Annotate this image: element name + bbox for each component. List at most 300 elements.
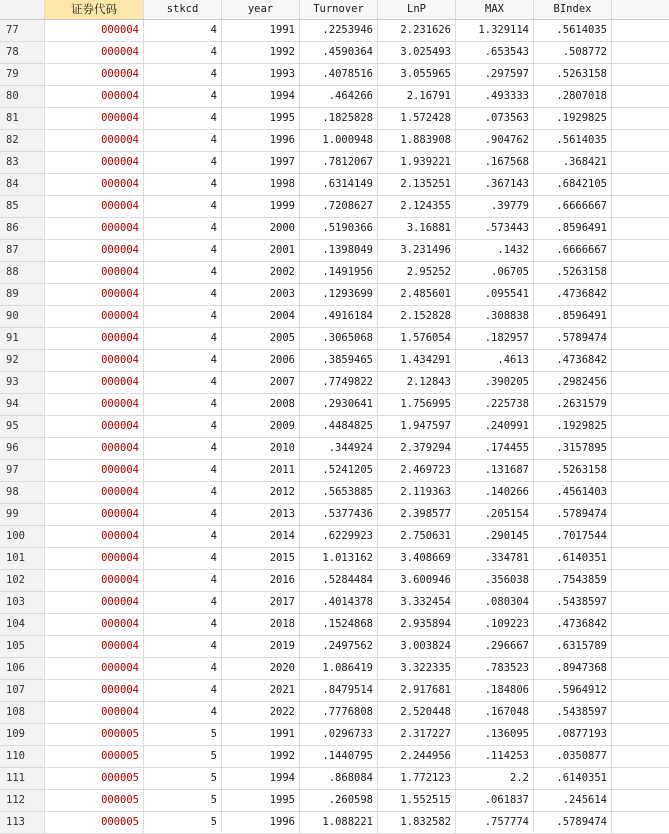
cell-max[interactable]: .095541 [456,284,534,305]
cell-stkcd[interactable]: 4 [144,306,222,327]
cell-year[interactable]: 2006 [222,350,300,371]
cell-year[interactable]: 2016 [222,570,300,591]
cell-stkcd[interactable]: 5 [144,812,222,833]
cell-lnp[interactable]: 3.332454 [378,592,456,613]
cell-bindex[interactable]: .5438597 [534,592,612,613]
cell-max[interactable]: .073563 [456,108,534,129]
cell-turnover[interactable]: .464266 [300,86,378,107]
cell-bindex[interactable]: .6842105 [534,174,612,195]
cell-max[interactable]: .136095 [456,724,534,745]
cell-lnp[interactable]: 2.119363 [378,482,456,503]
cell-max[interactable]: .174455 [456,438,534,459]
cell-stkcd[interactable]: 4 [144,636,222,657]
cell-year[interactable]: 2000 [222,218,300,239]
cell-year[interactable]: 1996 [222,812,300,833]
column-header-securities-code[interactable]: 证券代码 [45,0,144,19]
cell-securities-code[interactable]: 000004 [45,174,144,195]
cell-securities-code[interactable]: 000004 [45,680,144,701]
cell-securities-code[interactable]: 000004 [45,394,144,415]
cell-bindex[interactable]: .2982456 [534,372,612,393]
cell-bindex[interactable]: .2631579 [534,394,612,415]
cell-turnover[interactable]: .2930641 [300,394,378,415]
cell-lnp[interactable]: 3.600946 [378,570,456,591]
cell-stkcd[interactable]: 4 [144,438,222,459]
cell-max[interactable]: 1.329114 [456,20,534,41]
cell-lnp[interactable]: 1.832582 [378,812,456,833]
table-row[interactable] [0,768,669,790]
cell-turnover[interactable]: .5284484 [300,570,378,591]
cell-bindex[interactable]: .6140351 [534,548,612,569]
cell-lnp[interactable]: 2.398577 [378,504,456,525]
cell-securities-code[interactable]: 000004 [45,416,144,437]
cell-max[interactable]: .39779 [456,196,534,217]
cell-year[interactable]: 1992 [222,746,300,767]
cell-stkcd[interactable]: 4 [144,218,222,239]
cell-securities-code[interactable]: 000004 [45,482,144,503]
cell-stkcd[interactable]: 4 [144,20,222,41]
cell-securities-code[interactable]: 000004 [45,42,144,63]
cell-turnover[interactable]: 1.013162 [300,548,378,569]
cell-lnp[interactable]: 1.939221 [378,152,456,173]
cell-securities-code[interactable]: 000004 [45,240,144,261]
cell-bindex[interactable]: .6140351 [534,768,612,789]
cell-bindex[interactable]: .245614 [534,790,612,811]
cell-year[interactable]: 1991 [222,20,300,41]
table-row[interactable] [0,240,669,262]
cell-bindex[interactable]: .8947368 [534,658,612,679]
cell-securities-code[interactable]: 000004 [45,570,144,591]
cell-securities-code[interactable]: 000004 [45,130,144,151]
cell-lnp[interactable]: 3.408669 [378,548,456,569]
cell-securities-code[interactable]: 000005 [45,812,144,833]
cell-year[interactable]: 1995 [222,790,300,811]
cell-securities-code[interactable]: 000004 [45,262,144,283]
cell-year[interactable]: 2003 [222,284,300,305]
cell-bindex[interactable]: .6666667 [534,240,612,261]
cell-securities-code[interactable]: 000005 [45,768,144,789]
cell-stkcd[interactable]: 4 [144,328,222,349]
table-row[interactable] [0,526,669,548]
cell-stkcd[interactable]: 5 [144,746,222,767]
cell-turnover[interactable]: 1.000948 [300,130,378,151]
cell-turnover[interactable]: .7776808 [300,702,378,723]
cell-year[interactable]: 2022 [222,702,300,723]
cell-max[interactable]: .356038 [456,570,534,591]
cell-securities-code[interactable]: 000004 [45,702,144,723]
cell-bindex[interactable]: .5614035 [534,20,612,41]
table-row[interactable] [0,790,669,812]
cell-bindex[interactable]: .3157895 [534,438,612,459]
cell-year[interactable]: 2012 [222,482,300,503]
cell-bindex[interactable]: .5263158 [534,262,612,283]
cell-stkcd[interactable]: 4 [144,416,222,437]
cell-max[interactable]: .080304 [456,592,534,613]
cell-year[interactable]: 1996 [222,130,300,151]
cell-turnover[interactable]: 1.088221 [300,812,378,833]
cell-turnover[interactable]: .7749822 [300,372,378,393]
cell-lnp[interactable]: 2.231626 [378,20,456,41]
cell-bindex[interactable]: .368421 [534,152,612,173]
cell-turnover[interactable]: .5190366 [300,218,378,239]
cell-year[interactable]: 2013 [222,504,300,525]
cell-stkcd[interactable]: 4 [144,680,222,701]
table-row[interactable] [0,592,669,614]
cell-max[interactable]: .167568 [456,152,534,173]
cell-turnover[interactable]: .4916184 [300,306,378,327]
table-row[interactable] [0,108,669,130]
cell-year[interactable]: 2001 [222,240,300,261]
column-header-bindex[interactable]: BIndex [534,0,612,19]
cell-stkcd[interactable]: 4 [144,504,222,525]
cell-max[interactable]: .334781 [456,548,534,569]
cell-stkcd[interactable]: 4 [144,702,222,723]
cell-bindex[interactable]: .4736842 [534,284,612,305]
table-row[interactable] [0,174,669,196]
cell-max[interactable]: .573443 [456,218,534,239]
cell-bindex[interactable]: .4561403 [534,482,612,503]
cell-securities-code[interactable]: 000005 [45,790,144,811]
cell-bindex[interactable]: .5263158 [534,460,612,481]
cell-lnp[interactable]: 3.003824 [378,636,456,657]
cell-max[interactable]: .296667 [456,636,534,657]
cell-securities-code[interactable]: 000004 [45,64,144,85]
table-row[interactable] [0,20,669,42]
table-row[interactable] [0,218,669,240]
cell-bindex[interactable]: .6666667 [534,196,612,217]
cell-stkcd[interactable]: 4 [144,108,222,129]
cell-bindex[interactable]: .4736842 [534,350,612,371]
cell-lnp[interactable]: 2.379294 [378,438,456,459]
cell-lnp[interactable]: 2.917681 [378,680,456,701]
cell-turnover[interactable]: .8479514 [300,680,378,701]
cell-stkcd[interactable]: 4 [144,350,222,371]
cell-year[interactable]: 2010 [222,438,300,459]
cell-bindex[interactable]: .5789474 [534,812,612,833]
cell-securities-code[interactable]: 000004 [45,218,144,239]
cell-lnp[interactable]: 1.434291 [378,350,456,371]
cell-year[interactable]: 2020 [222,658,300,679]
table-row[interactable] [0,680,669,702]
cell-turnover[interactable]: .1398049 [300,240,378,261]
table-row[interactable] [0,548,669,570]
cell-securities-code[interactable]: 000004 [45,614,144,635]
cell-turnover[interactable]: .7208627 [300,196,378,217]
cell-max[interactable]: .205154 [456,504,534,525]
cell-lnp[interactable]: 2.16791 [378,86,456,107]
table-row[interactable] [0,130,669,152]
cell-bindex[interactable]: .508772 [534,42,612,63]
cell-turnover[interactable]: .1440795 [300,746,378,767]
cell-securities-code[interactable]: 000004 [45,306,144,327]
cell-lnp[interactable]: 2.935894 [378,614,456,635]
cell-max[interactable]: .240991 [456,416,534,437]
cell-turnover[interactable]: .3859465 [300,350,378,371]
cell-bindex[interactable]: .5789474 [534,328,612,349]
cell-stkcd[interactable]: 4 [144,460,222,481]
cell-year[interactable]: 1998 [222,174,300,195]
cell-year[interactable]: 1993 [222,64,300,85]
cell-lnp[interactable]: 3.231496 [378,240,456,261]
cell-securities-code[interactable]: 000004 [45,20,144,41]
table-row[interactable] [0,812,669,834]
cell-stkcd[interactable]: 4 [144,284,222,305]
cell-turnover[interactable]: .1293699 [300,284,378,305]
cell-year[interactable]: 1994 [222,768,300,789]
cell-bindex[interactable]: .0877193 [534,724,612,745]
table-row[interactable] [0,504,669,526]
cell-turnover[interactable]: 1.086419 [300,658,378,679]
cell-year[interactable]: 2007 [222,372,300,393]
cell-year[interactable]: 2019 [222,636,300,657]
table-row[interactable] [0,746,669,768]
cell-turnover[interactable]: .4078516 [300,64,378,85]
cell-year[interactable]: 1992 [222,42,300,63]
table-row[interactable] [0,196,669,218]
cell-securities-code[interactable]: 000004 [45,504,144,525]
cell-stkcd[interactable]: 4 [144,592,222,613]
table-row[interactable] [0,438,669,460]
cell-securities-code[interactable]: 000004 [45,152,144,173]
cell-stkcd[interactable]: 4 [144,658,222,679]
table-row[interactable] [0,416,669,438]
cell-securities-code[interactable]: 000004 [45,328,144,349]
cell-max[interactable]: .367143 [456,174,534,195]
cell-max[interactable]: .114253 [456,746,534,767]
table-row[interactable] [0,152,669,174]
cell-lnp[interactable]: 2.135251 [378,174,456,195]
cell-max[interactable]: .109223 [456,614,534,635]
cell-stkcd[interactable]: 4 [144,262,222,283]
cell-max[interactable]: .297597 [456,64,534,85]
table-row[interactable] [0,614,669,636]
cell-max[interactable]: .904762 [456,130,534,151]
table-row[interactable] [0,636,669,658]
cell-bindex[interactable]: .5263158 [534,64,612,85]
cell-bindex[interactable]: .7543859 [534,570,612,591]
cell-turnover[interactable]: .4014378 [300,592,378,613]
cell-stkcd[interactable]: 5 [144,768,222,789]
cell-stkcd[interactable]: 4 [144,174,222,195]
cell-max[interactable]: .140266 [456,482,534,503]
table-row[interactable] [0,570,669,592]
cell-securities-code[interactable]: 000004 [45,438,144,459]
cell-stkcd[interactable]: 4 [144,130,222,151]
table-row[interactable] [0,460,669,482]
table-row[interactable] [0,284,669,306]
cell-max[interactable]: 2.2 [456,768,534,789]
cell-max[interactable]: .757774 [456,812,534,833]
column-header-year[interactable]: year [222,0,300,19]
cell-lnp[interactable]: 2.244956 [378,746,456,767]
cell-year[interactable]: 2002 [222,262,300,283]
cell-lnp[interactable]: 1.576054 [378,328,456,349]
cell-securities-code[interactable]: 000004 [45,350,144,371]
table-row[interactable] [0,724,669,746]
cell-securities-code[interactable]: 000004 [45,372,144,393]
cell-bindex[interactable]: .7017544 [534,526,612,547]
cell-max[interactable]: .390205 [456,372,534,393]
cell-turnover[interactable]: .1825828 [300,108,378,129]
cell-stkcd[interactable]: 4 [144,196,222,217]
cell-securities-code[interactable]: 000004 [45,86,144,107]
cell-lnp[interactable]: 2.520448 [378,702,456,723]
cell-stkcd[interactable]: 4 [144,42,222,63]
cell-lnp[interactable]: 3.055965 [378,64,456,85]
cell-securities-code[interactable]: 000005 [45,724,144,745]
cell-year[interactable]: 2015 [222,548,300,569]
cell-stkcd[interactable]: 4 [144,614,222,635]
cell-bindex[interactable]: .5614035 [534,130,612,151]
cell-stkcd[interactable]: 4 [144,86,222,107]
cell-stkcd[interactable]: 4 [144,240,222,261]
cell-lnp[interactable]: 3.025493 [378,42,456,63]
cell-year[interactable]: 2018 [222,614,300,635]
cell-year[interactable]: 2009 [222,416,300,437]
table-row[interactable] [0,702,669,724]
column-header-lnp[interactable]: LnP [378,0,456,19]
table-row[interactable] [0,262,669,284]
cell-securities-code[interactable]: 000004 [45,636,144,657]
cell-max[interactable]: .184806 [456,680,534,701]
table-row[interactable] [0,482,669,504]
cell-lnp[interactable]: 2.124355 [378,196,456,217]
cell-stkcd[interactable]: 5 [144,724,222,745]
cell-stkcd[interactable]: 4 [144,152,222,173]
cell-max[interactable]: .4613 [456,350,534,371]
cell-securities-code[interactable]: 000004 [45,460,144,481]
cell-max[interactable]: .131687 [456,460,534,481]
cell-turnover[interactable]: .1491956 [300,262,378,283]
cell-stkcd[interactable]: 4 [144,526,222,547]
cell-max[interactable]: .1432 [456,240,534,261]
cell-turnover[interactable]: .344924 [300,438,378,459]
cell-turnover[interactable]: .0296733 [300,724,378,745]
table-row[interactable] [0,350,669,372]
cell-max[interactable]: .225738 [456,394,534,415]
table-row[interactable] [0,658,669,680]
cell-lnp[interactable]: 1.947597 [378,416,456,437]
cell-year[interactable]: 2014 [222,526,300,547]
cell-stkcd[interactable]: 4 [144,548,222,569]
table-row[interactable] [0,42,669,64]
cell-turnover[interactable]: .2253946 [300,20,378,41]
cell-year[interactable]: 2021 [222,680,300,701]
cell-stkcd[interactable]: 4 [144,372,222,393]
cell-year[interactable]: 2004 [222,306,300,327]
cell-max[interactable]: .290145 [456,526,534,547]
cell-turnover[interactable]: .1524868 [300,614,378,635]
cell-turnover[interactable]: .260598 [300,790,378,811]
cell-lnp[interactable]: 2.12843 [378,372,456,393]
table-row[interactable] [0,394,669,416]
column-header-max[interactable]: MAX [456,0,534,19]
cell-stkcd[interactable]: 4 [144,570,222,591]
cell-lnp[interactable]: 1.572428 [378,108,456,129]
cell-securities-code[interactable]: 000004 [45,284,144,305]
cell-year[interactable]: 2017 [222,592,300,613]
cell-turnover[interactable]: .6229923 [300,526,378,547]
cell-stkcd[interactable]: 4 [144,64,222,85]
table-row[interactable] [0,86,669,108]
cell-stkcd[interactable]: 4 [144,482,222,503]
cell-lnp[interactable]: 1.552515 [378,790,456,811]
cell-bindex[interactable]: .5789474 [534,504,612,525]
cell-year[interactable]: 1999 [222,196,300,217]
cell-securities-code[interactable]: 000004 [45,548,144,569]
cell-securities-code[interactable]: 000004 [45,658,144,679]
cell-lnp[interactable]: 2.95252 [378,262,456,283]
cell-turnover[interactable]: .5377436 [300,504,378,525]
cell-bindex[interactable]: .0350877 [534,746,612,767]
cell-max[interactable]: .167048 [456,702,534,723]
cell-bindex[interactable]: .2807018 [534,86,612,107]
column-header-stkcd[interactable]: stkcd [144,0,222,19]
cell-max[interactable]: .061837 [456,790,534,811]
cell-year[interactable]: 1997 [222,152,300,173]
cell-securities-code[interactable]: 000004 [45,196,144,217]
cell-securities-code[interactable]: 000004 [45,526,144,547]
cell-lnp[interactable]: 2.485601 [378,284,456,305]
cell-bindex[interactable]: .8596491 [534,306,612,327]
cell-securities-code[interactable]: 000004 [45,108,144,129]
cell-turnover[interactable]: .868084 [300,768,378,789]
table-row[interactable] [0,328,669,350]
cell-max[interactable]: .06705 [456,262,534,283]
table-row[interactable] [0,64,669,86]
cell-bindex[interactable]: .1929825 [534,108,612,129]
cell-max[interactable]: .182957 [456,328,534,349]
cell-stkcd[interactable]: 5 [144,790,222,811]
cell-lnp[interactable]: 1.772123 [378,768,456,789]
cell-bindex[interactable]: .8596491 [534,218,612,239]
cell-turnover[interactable]: .5653885 [300,482,378,503]
cell-year[interactable]: 2005 [222,328,300,349]
cell-lnp[interactable]: 2.469723 [378,460,456,481]
cell-bindex[interactable]: .4736842 [534,614,612,635]
table-row[interactable] [0,306,669,328]
cell-lnp[interactable]: 1.883908 [378,130,456,151]
cell-lnp[interactable]: 2.750631 [378,526,456,547]
cell-year[interactable]: 2011 [222,460,300,481]
cell-lnp[interactable]: 3.322335 [378,658,456,679]
cell-securities-code[interactable]: 000005 [45,746,144,767]
cell-turnover[interactable]: .4484825 [300,416,378,437]
cell-lnp[interactable]: 2.317227 [378,724,456,745]
cell-year[interactable]: 1991 [222,724,300,745]
cell-year[interactable]: 1994 [222,86,300,107]
cell-year[interactable]: 2008 [222,394,300,415]
cell-bindex[interactable]: .1929825 [534,416,612,437]
cell-turnover[interactable]: .6314149 [300,174,378,195]
cell-max[interactable]: .308838 [456,306,534,327]
cell-securities-code[interactable]: 000004 [45,592,144,613]
cell-turnover[interactable]: .3065068 [300,328,378,349]
cell-turnover[interactable]: .7812067 [300,152,378,173]
cell-stkcd[interactable]: 4 [144,394,222,415]
cell-max[interactable]: .653543 [456,42,534,63]
cell-year[interactable]: 1995 [222,108,300,129]
cell-bindex[interactable]: .5438597 [534,702,612,723]
column-header-turnover[interactable]: Turnover [300,0,378,19]
cell-lnp[interactable]: 1.756995 [378,394,456,415]
cell-max[interactable]: .783523 [456,658,534,679]
cell-turnover[interactable]: .5241205 [300,460,378,481]
cell-turnover[interactable]: .4590364 [300,42,378,63]
cell-bindex[interactable]: .6315789 [534,636,612,657]
cell-lnp[interactable]: 2.152828 [378,306,456,327]
table-row[interactable] [0,372,669,394]
cell-turnover[interactable]: .2497562 [300,636,378,657]
